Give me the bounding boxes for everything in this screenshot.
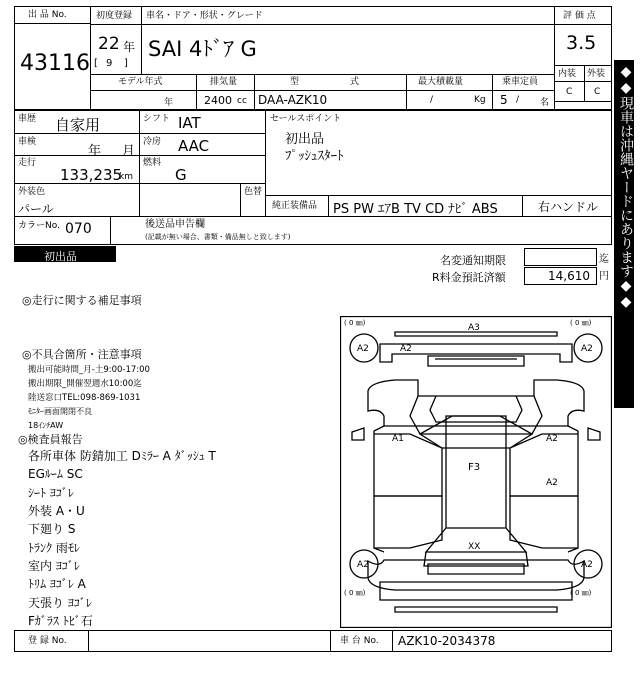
type-label: 型 <box>290 77 300 87</box>
fuel-label: 燃料 <box>143 158 162 168</box>
supplement-title: ◎走行に関する補足事項 <box>22 294 142 307</box>
first-reg-month: 9 <box>106 58 113 69</box>
defect-line: 陸送窓口TEL:098-869-1031 <box>28 393 141 403</box>
capacity-label: 乗車定員 <box>502 77 539 87</box>
exterior-score: C <box>594 87 601 97</box>
name-change-label: 名変通知期限 <box>440 254 506 267</box>
inspector-line: ﾄﾗﾝｸ 雨ﾓﾚ <box>28 541 80 555</box>
mark-rear-left-wheel: A2 <box>357 560 369 570</box>
interior-score: C <box>566 87 573 97</box>
displacement-unit: cc <box>237 96 247 106</box>
ext-color-label: 外装色 <box>18 187 46 197</box>
exterior-label: 外装 <box>587 69 606 79</box>
mileage-label: 走行 <box>18 158 37 168</box>
mark-rear-right-wheel: A2 <box>581 560 593 570</box>
side-banner-text: ◆◆現車は沖縄ヤードにあります◆◆ <box>618 64 634 310</box>
defect-line: 18ｲﾝﾁAW <box>28 421 64 430</box>
inspector-line: ﾄﾘﾑ ﾖｺﾞﾚ A <box>28 577 86 591</box>
color-change-label: 色替 <box>244 187 263 197</box>
inspector-line: ｼｰﾄ ﾖｺﾞﾚ <box>28 486 74 500</box>
inspector-line: 外装 A・U <box>28 504 85 518</box>
mark-front-right-wheel: A2 <box>581 344 593 354</box>
aircon: AAC <box>178 137 210 155</box>
inspection-month: 月 <box>122 144 136 159</box>
color-no-label: カラーNo. <box>18 221 60 231</box>
equipment-label: 純正装備品 <box>272 201 318 211</box>
name-change-box <box>524 248 597 266</box>
defect-title: ◎不具合箇所・注意事項 <box>22 348 142 361</box>
capacity-sep: / <box>516 95 520 105</box>
capacity: 5 <box>500 93 508 107</box>
inspector-line: EGﾙｰﾑ SC <box>28 467 83 481</box>
inspector-line: 天張り ﾖｺﾞﾚ <box>28 596 92 610</box>
chassis-label: 車 台 No. <box>340 636 379 646</box>
interior-label: 内装 <box>558 69 577 79</box>
aircon-label: 冷房 <box>143 137 162 147</box>
mark-right-front-door: A2 <box>546 434 558 444</box>
max-load-unit: Kg <box>474 95 486 105</box>
mark-front-bumper: A3 <box>468 323 480 333</box>
model-code: DAA-AZK10 <box>258 93 328 107</box>
mark-left-door: A1 <box>392 434 404 444</box>
first-reg-label: 初度登録 <box>96 11 133 21</box>
tire-marker-fr: ( 0 ㎜) <box>570 319 592 327</box>
inspection-year: 年 <box>88 144 102 159</box>
reg-no-label: 登 録 No. <box>28 636 67 646</box>
inspection-label: 車検 <box>18 137 37 147</box>
capacity-unit: 名 <box>540 98 550 108</box>
mark-front-left-wheel: A2 <box>357 344 369 354</box>
max-load-sep: / <box>430 95 434 105</box>
shift-label: シフト <box>143 114 171 124</box>
ext-color: パール <box>18 202 54 216</box>
steering: 右ハンドル <box>538 200 599 214</box>
year-char: 年 <box>123 40 136 54</box>
score: 3.5 <box>566 32 597 54</box>
history-label: 車歴 <box>18 114 37 124</box>
mileage-unit: km <box>119 172 133 182</box>
max-load-label: 最大積載量 <box>418 77 464 87</box>
inspector-line: Fｶﾞﾗｽ ﾄﾋﾞ石 <box>28 614 93 628</box>
car-name: SAI 4ﾄﾞｱ G <box>148 37 257 61</box>
after-doc-label: 後送品申告欄 <box>145 219 205 230</box>
history: 自家用 <box>55 116 101 134</box>
lot-no-label: 出 品 No. <box>28 10 67 20</box>
mark-right-rear-door: A2 <box>546 478 558 488</box>
lot-no: 43116 <box>20 51 90 76</box>
mileage: 133,235 <box>60 166 123 184</box>
equipment: PS PW ｴｱB TV CD ﾅﾋﾞ ABS <box>333 202 498 217</box>
inspector-line: 各所車体 防錆加工 Dﾐﾗｰ A ﾀﾞｯｼｭ T <box>28 449 216 463</box>
displacement-label: 排気量 <box>210 77 238 87</box>
color-no: 070 <box>65 221 92 237</box>
sales-point-2: ﾌﾟｯｼｭｽﾀｰﾄ <box>285 149 344 164</box>
tire-marker-fl: ( 0 ㎜) <box>344 319 366 327</box>
model-year-unit: 年 <box>164 98 174 108</box>
month-close: ] <box>124 58 128 69</box>
after-doc-note: (記載が無い場合、書類・備品無しと致します) <box>145 233 291 241</box>
inspector-title: ◎検査員報告 <box>18 433 83 446</box>
name-change-unit: 迄 <box>599 254 609 265</box>
type-label2: 式 <box>350 77 360 87</box>
inspector-line: 室内 ﾖｺﾞﾚ <box>28 559 80 573</box>
first-listing-banner-text: 初出品 <box>44 250 77 263</box>
month-open: [ <box>94 58 98 69</box>
mark-hood-edge: A2 <box>400 344 412 354</box>
car-diagram <box>340 316 612 628</box>
tire-marker-rl: ( 0 ㎜) <box>344 589 366 597</box>
recycle-unit: 円 <box>599 271 609 282</box>
sales-point-label: セールスポイント <box>270 114 342 124</box>
footer-table <box>14 630 612 652</box>
score-label: 評 価 点 <box>563 11 596 21</box>
shift: IAT <box>178 114 201 132</box>
inspector-line: 下廻り S <box>28 522 76 536</box>
defect-line: 搬出可能時間_月-土9:00-17:00 <box>28 365 150 375</box>
fuel: G <box>175 166 187 184</box>
mark-roof: F3 <box>468 462 481 473</box>
displacement: 2400 <box>204 94 232 107</box>
car-name-label: 車名・ドア・形状・グレード <box>146 11 263 21</box>
defect-line: ﾓﾆﾀｰ画面開閉不良 <box>28 407 92 416</box>
defect-line: 搬出期限_開催翌週水10:00迄 <box>28 379 142 389</box>
tire-marker-rr: ( 0 ㎜) <box>570 589 592 597</box>
first-reg-year: 22 <box>98 34 120 54</box>
model-year-label: モデル年式 <box>118 77 163 87</box>
chassis-no: AZK10-2034378 <box>398 634 496 648</box>
mark-trunk: XX <box>468 542 481 552</box>
sales-point-1: 初出品 <box>285 132 325 147</box>
recycle-value: 14,610 <box>548 269 590 283</box>
recycle-label: R料金預託済額 <box>432 271 506 284</box>
